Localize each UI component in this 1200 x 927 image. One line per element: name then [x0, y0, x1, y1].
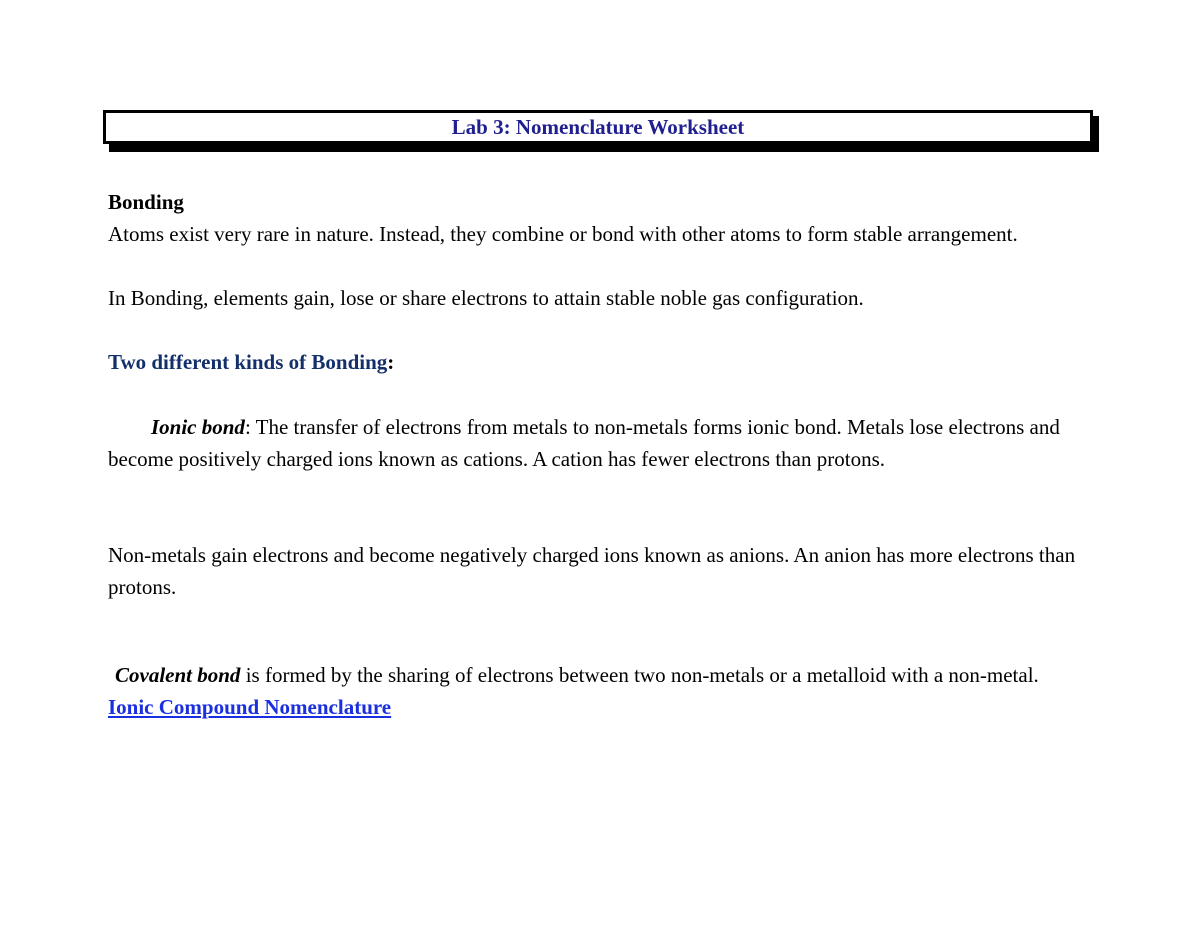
document-body — [108, 186, 1093, 723]
bonding-sentence: In Bonding, elements gain, lose or share electrons to attain stable noble gas configuration. — [108, 286, 864, 310]
covalent-bond-paragraph — [108, 659, 1093, 691]
kinds-colon: : — [387, 350, 395, 374]
bonding-heading: Bonding — [108, 190, 184, 214]
covalent-bond-text: is formed by the sharing of electrons between two non-metals or a metalloid with a non-metal. — [240, 663, 1039, 687]
page-title: Lab 3: Nomenclature Worksheet — [103, 110, 1093, 144]
kinds-heading-line — [108, 346, 1093, 378]
ionic-bond-text: : The transfer of electrons from metals to non-metals forms ionic bond. Metals lose electrons and become positively charged ions known as cations. A cation has fewer electrons than protons. — [108, 415, 1060, 471]
link-line — [108, 691, 1093, 723]
bonding-intro: Atoms exist very rare in nature. Instead, they combine or bond with other atoms to form stable arrangement. — [108, 222, 1018, 246]
title-banner — [103, 110, 1101, 154]
covalent-bond-term: Covalent bond — [115, 663, 241, 687]
ionic-bond-term: Ionic bond — [151, 415, 245, 439]
kinds-heading: Two different kinds of Bonding — [108, 350, 388, 374]
ionic-compound-nomenclature-link[interactable]: Ionic Compound Nomenclature — [108, 695, 392, 719]
ionic-bond-paragraph — [108, 411, 1093, 475]
anions-paragraph: Non-metals gain electrons and become negatively charged ions known as anions. An anion has more electrons than protons. — [108, 543, 1076, 599]
